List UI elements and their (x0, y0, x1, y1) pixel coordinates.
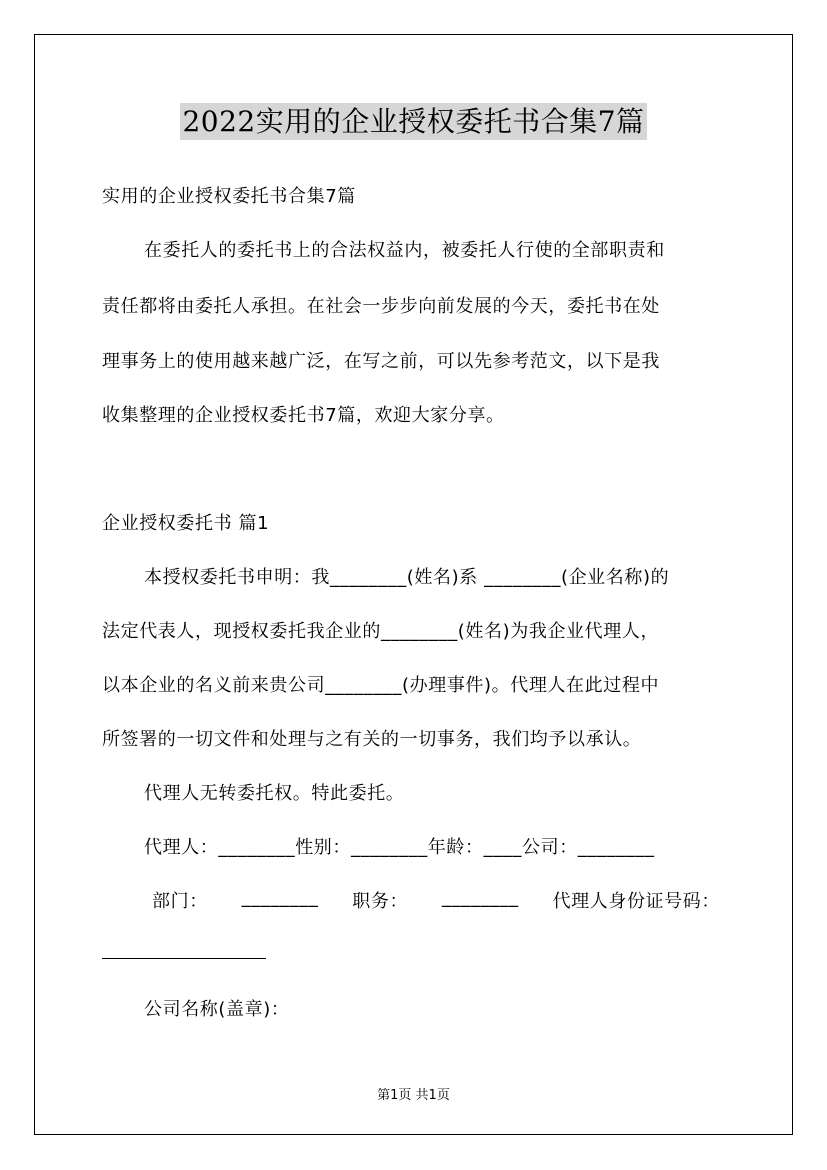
no-transfer-statement: 代理人无转委托权。特此委托。 (144, 783, 405, 804)
body-line: 本授权委托书申明：我________(姓名)系 ________(企业名称)的 (144, 567, 670, 588)
body-line: 法定代表人，现授权委托我企业的________(姓名)为我企业代理人， (102, 621, 660, 642)
body-line: 所签署的一切文件和处理与之有关的一切事务，我们均予以承认。 (102, 729, 642, 750)
document-subtitle: 实用的企业授权委托书合集7篇 (102, 186, 356, 207)
dept-blank: ________ (241, 887, 319, 908)
id-number-blank-line (102, 958, 266, 959)
company-seal-line: 公司名称(盖章)： (144, 999, 290, 1020)
agent-info-line: 代理人：________性别：________年龄：____公司：________ (144, 837, 655, 858)
document-title: 2022实用的企业授权委托书合集7篇 (182, 105, 645, 138)
page-footer: 第1页 共1页 (377, 1088, 450, 1103)
id-number-label: 代理人身份证号码： (552, 891, 720, 912)
body-line: 以本企业的名义前来贵公司________(办理事件)。代理人在此过程中 (102, 675, 660, 696)
position-blank: ________ (441, 887, 519, 908)
position-label: 职务： (352, 891, 409, 912)
dept-row (152, 887, 720, 913)
section-heading: 企业授权委托书 篇1 (102, 513, 270, 534)
intro-line: 理事务上的使用越来越广泛，在写之前，可以先参考范文，以下是我 (102, 351, 660, 372)
intro-line: 责任都将由委托人承担。在社会一步步向前发展的今天，委托书在处 (102, 296, 660, 317)
dept-label: 部门： (152, 891, 208, 912)
intro-line: 在委托人的委托书上的合法权益内，被委托人行使的全部职责和 (144, 240, 665, 261)
intro-line: 收集整理的企业授权委托书7篇，欢迎大家分享。 (102, 405, 505, 426)
